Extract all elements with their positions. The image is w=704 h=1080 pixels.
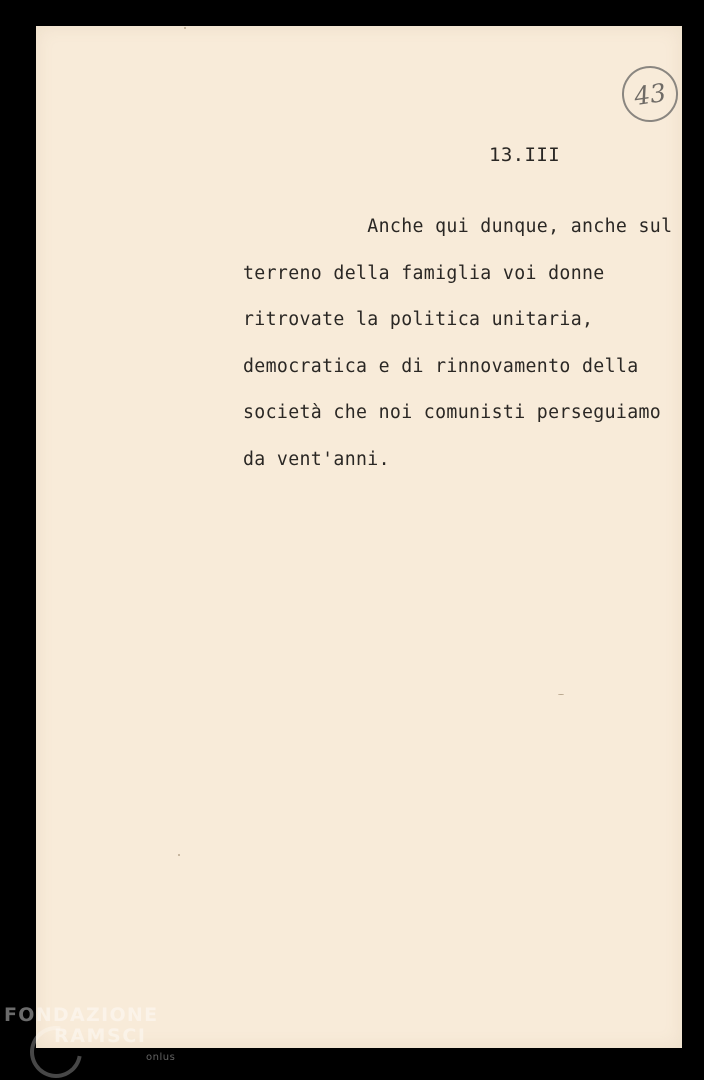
text-line: società che noi comunisti perseguiamo — [243, 402, 662, 423]
text-line: ritrovate la politica unitaria, — [243, 309, 594, 330]
watermark-line1: FONDAZIONE — [4, 1004, 159, 1026]
text-line: democratica e di rinnovamento della — [243, 355, 639, 377]
folio-number: 43 — [632, 77, 668, 111]
watermark-suffix: onlus — [146, 1052, 176, 1063]
text-line: Anche qui dunque, anche sul — [243, 216, 673, 237]
text-line: da vent'anni. — [243, 448, 390, 470]
folio-number-circle — [618, 62, 681, 125]
text-line: terreno della famiglia voi donne — [243, 262, 605, 284]
document-page — [36, 26, 682, 1048]
fondazione-gramsci-watermark — [4, 1002, 184, 1076]
typed-paragraph — [243, 212, 672, 491]
page-reference: 13.III — [489, 144, 561, 166]
watermark-line2: RAMSCI — [54, 1025, 147, 1047]
